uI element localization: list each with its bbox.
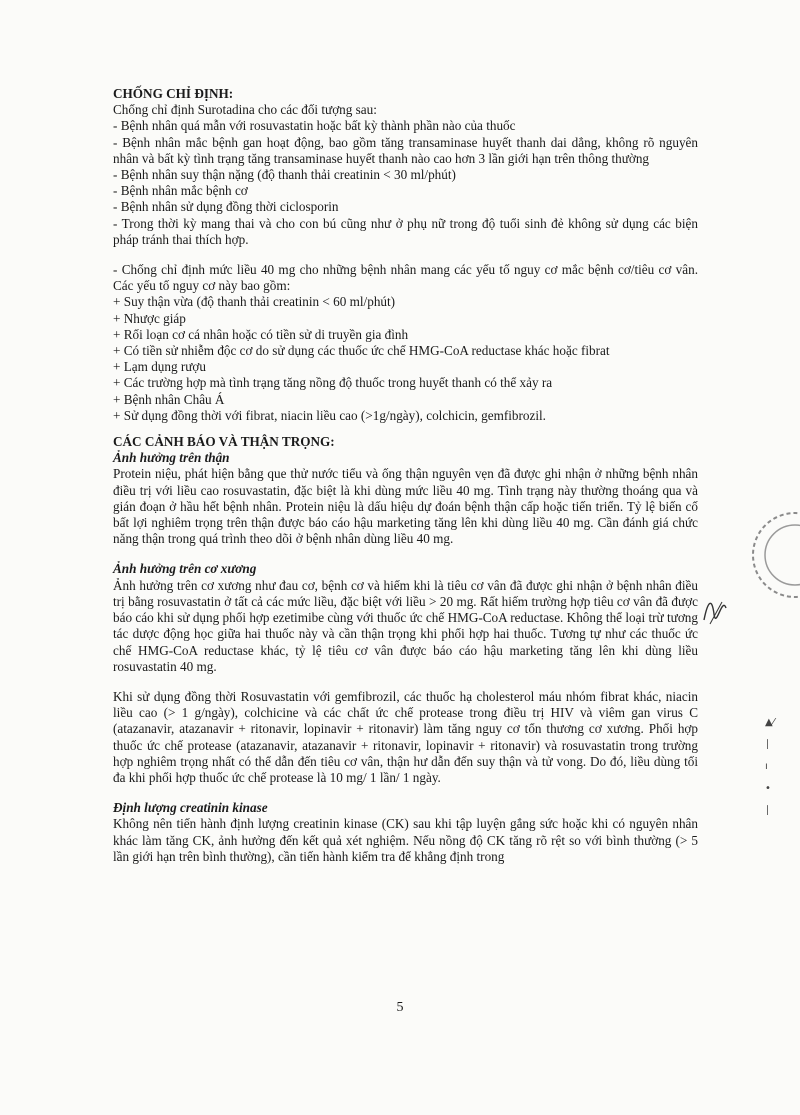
risk-factor-item: + Các trường hợp mà tình trạng tăng nồng độ thuốc trong huyết thanh có thể xảy ra [113, 375, 553, 391]
signature-mark [700, 590, 730, 630]
margin-artifact-marks: ▲⁄ ∣ ı • ∣ [765, 717, 775, 816]
risk-factor-item: + Bệnh nhân Châu Á [113, 391, 225, 407]
ck-text: Không nên tiến hành định lượng creatinin kinase (CK) sau khi tập luyện gắng sức hoặc khi có nguyên nhân khác làm tăng CK, ảnh hưởng đến kết quả xét nghiệm. Nếu nồng độ CK tăng rõ rệt so với bình thường (> 5 lần giới hạn trên bình thường), cần tiến hành kiểm tra để khẳng định trong [113, 816, 698, 864]
contraindication-item: - Trong thời kỳ mang thai và cho con bú cũng như ở phụ nữ trong độ tuổi sinh đẻ không sử dụng các biện pháp tránh thai thích hợp. [113, 215, 698, 247]
muscle-interactions-text: Khi sử dụng đồng thời Rosuvastatin với gemfibrozil, các thuốc hạ cholesterol máu nhóm fibrat khác, niacin liều cao (> 1 g/ngày), colchicine và các chất ức chế protease trong điều trị HIV và viêm gan virus C (atazanavir, atazanavir + ritonavir, lopinavir + ritonavir) làm tăng nguy cơ tổn thương cơ xương. Phối hợp thuốc ức chế protease (atazanavir, atazanavir + ritonavir, lopinavir + ritonavir) và rosuvastatin trong trường hợp nghiêm trọng nhất có thể dẫn đến tiêu cơ vân, thận hư dẫn đến suy thận và tử vong. Do đó, liều dùng tối đa khi phối hợp thuốc ức chế protease là 10 mg/ 1 lần/ 1 ngày. [113, 688, 698, 785]
risk-factor-item: + Sử dụng đồng thời với fibrat, niacin liều cao (>1g/ngày), colchicin, gemfibrozil. [113, 407, 546, 423]
page-content [113, 86, 698, 865]
contraindication-item: - Bệnh nhân sử dụng đồng thời ciclosporin [113, 199, 339, 215]
contraindication-item: - Bệnh nhân suy thận nặng (độ thanh thải creatinin < 30 ml/phút) [113, 167, 456, 183]
risk-factor-item: + Rối loạn cơ cá nhân hoặc có tiền sử di truyền gia đình [113, 326, 409, 342]
contraindication-item: - Bệnh nhân mắc bệnh gan hoạt động, bao gồm tăng transaminase huyết thanh dai dẳng, không rõ nguyên nhân và bất kỳ tình trạng tăng transaminase huyết thanh nào cao hơn 3 lần giới hạn trên thông thường [113, 134, 698, 166]
muscle-effects-title: Ảnh hưởng trên cơ xương [113, 561, 257, 577]
warnings-heading: CÁC CẢNH BÁO VÀ THẬN TRỌNG: [113, 434, 335, 450]
risk-factor-item: + Có tiền sử nhiễm độc cơ do sử dụng các thuốc ức chế HMG-CoA reductase khác hoặc fibrat [113, 343, 610, 359]
kidney-effects-text: Protein niệu, phát hiện bằng que thử nước tiểu và ống thận nguyên vẹn đã được ghi nhận ở những bệnh nhân điều trị với liều cao rosuvastatin, đặc biệt là khi dùng mức liều 40 mg. Tình trạng này thường thoáng qua và gián đoạn ở hầu hết bệnh nhân. Protein niệu là dấu hiệu dự đoán bệnh thận cấp hoặc tiến triển. Tỷ lệ biến cố bất lợi nghiêm trọng trên thận được báo cáo hậu marketing tăng lên khi dùng liều 40 mg. Cần đánh giá chức năng thận trong quá trình theo dõi ở bệnh nhân dùng liều 40 mg. [113, 466, 698, 547]
official-stamp-seal [750, 500, 800, 610]
contraindication-item: - Bệnh nhân mắc bệnh cơ [113, 183, 248, 199]
contraindications-heading: CHỐNG CHỈ ĐỊNH: [113, 86, 234, 101]
ck-title: Định lượng creatinin kinase [113, 800, 268, 816]
risk-factor-list [113, 294, 698, 424]
contraindication-item: - Bệnh nhân quá mẫn với rosuvastatin hoặc bất kỳ thành phần nào của thuốc [113, 118, 516, 134]
muscle-effects-text: Ảnh hưởng trên cơ xương như đau cơ, bệnh cơ và hiếm khi là tiêu cơ vân đã được ghi nhận ở bệnh nhân điều trị bằng rosuvastatin ở tất cả các mức liều, đặc biệt với liều > 20 mg. Rất hiếm trường hợp tiêu cơ vân đã được báo cáo khi sử dụng phối hợp ezetimibe cùng với thuốc ức chế HMG-CoA reductase. Không thể loại trừ tương tác dược động học giữa hai thuốc này và cần thận trọng khi phối hợp hai thuốc. Tương tự như các thuốc ức chế HMG-CoA reductase khác, tỷ lệ tiêu cơ vân được báo cáo hậu marketing tăng lên khi dùng liều rosuvastatin 40 mg. [113, 577, 698, 674]
risk-factor-item: + Suy thận vừa (độ thanh thải creatinin < 60 ml/phút) [113, 294, 396, 310]
kidney-effects-title: Ảnh hưởng trên thận [113, 450, 230, 466]
risk-factor-item: + Lạm dụng rượu [113, 359, 206, 375]
contraindications-intro: Chống chỉ định Surotadina cho các đối tượng sau: [113, 102, 377, 118]
contraindications-list [113, 118, 698, 248]
page-number: 5 [396, 1000, 404, 1015]
dose-contraindication-intro: - Chống chỉ định mức liều 40 mg cho những bệnh nhân mang các yếu tố nguy cơ mắc bệnh cơ/tiêu cơ vân. Các yếu tố nguy cơ này bao gồm: [113, 262, 698, 294]
risk-factor-item: + Nhược giáp [113, 310, 186, 326]
